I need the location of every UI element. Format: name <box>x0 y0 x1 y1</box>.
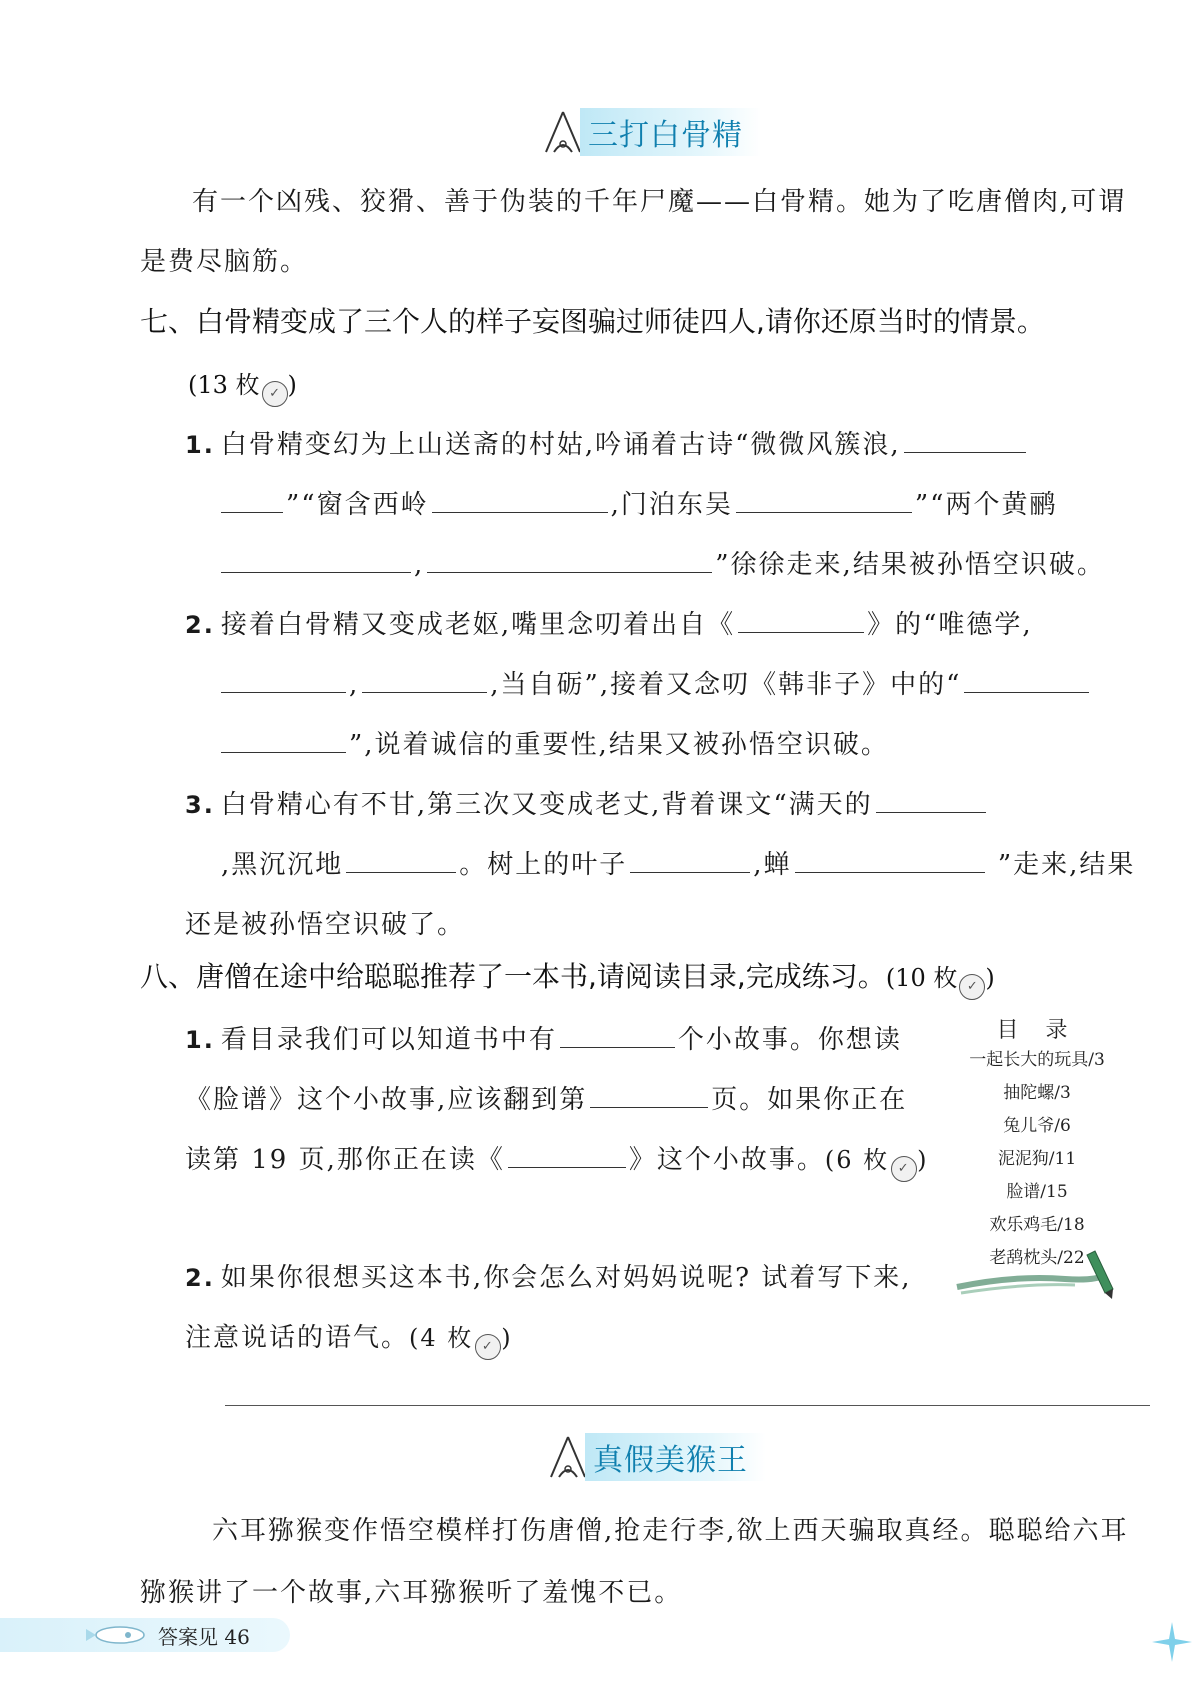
intro-paragraph: 六耳猕猴变作悟空模样打伤唐僧,抢走行李,欲上西天骗取真经。聪聪给六耳猕猴讲了一个故事,六耳猕猴听了羞愧不已。 <box>140 1516 1129 1608</box>
intro-paragraph: 有一个凶残、狡猾、善于伪装的千年尸魔——白骨精。她为了吃唐僧肉,可谓是费尽脑筋。 <box>140 187 1127 277</box>
answer-blank[interactable] <box>346 842 456 873</box>
answer-blank[interactable] <box>590 1077 708 1108</box>
answer-blank[interactable] <box>432 482 608 513</box>
pencil-brush-icon <box>955 1245 1125 1305</box>
question-number: 1. <box>185 1026 215 1054</box>
question-8-1 <box>185 1010 930 1190</box>
score-text: (4 枚 <box>409 1324 474 1352</box>
question-text: ,门泊东吴 <box>610 490 733 520</box>
score-text: (10 枚 <box>885 964 958 992</box>
question-7-heading <box>140 298 1160 346</box>
question-text: 》的“唯德学, <box>867 610 1033 640</box>
question-7-3 <box>185 775 1145 955</box>
question-text: , <box>414 550 425 580</box>
question-text: ”“两个黄鹂 <box>914 490 1058 520</box>
section-title-text: 真假美猴王 <box>585 1433 766 1481</box>
question-text: 白骨精变幻为上山送斋的村姑,吟诵着古诗“微微风簇浪, <box>220 430 901 460</box>
score-text: ) <box>917 1146 929 1174</box>
question-text: 》这个小故事。 <box>628 1145 825 1175</box>
answer-blank[interactable] <box>876 782 986 813</box>
rocket-icon <box>84 1622 148 1648</box>
section-divider <box>225 1405 1150 1406</box>
score-text: (6 枚 <box>824 1146 890 1174</box>
question-8-text: 八、唐僧在途中给聪聪推荐了一本书,请阅读目录,完成练习。 <box>140 960 886 993</box>
question-text: 个小故事。你想读《脸谱》这个小故事,应该翻到第 <box>185 1025 902 1115</box>
question-7-score <box>188 360 1200 409</box>
question-text: ,蝉 <box>753 850 792 880</box>
section-title-zhenjia <box>545 1433 766 1481</box>
toc-item: 欢乐鸡毛/18 <box>989 1215 1085 1235</box>
question-text: ”,说着诚信的重要性,结果又被孙悟空识破。 <box>349 730 889 760</box>
question-text: 。树上的叶子 <box>459 850 628 880</box>
answer-blank[interactable] <box>904 422 1026 453</box>
toc-title: 目 录 <box>996 1018 1078 1043</box>
question-7-2 <box>185 595 1145 775</box>
answer-blank[interactable] <box>221 482 283 513</box>
question-8-2 <box>185 1248 930 1368</box>
score-text: ) <box>287 371 297 399</box>
thumb-coin-icon: ✓ <box>475 1334 501 1360</box>
question-text: 如果你很想买这本书,你会怎么对妈妈说呢? 试着写下来,注意说话的语气。 <box>185 1263 912 1353</box>
answer-blank[interactable] <box>427 542 712 573</box>
answer-blank[interactable] <box>630 842 750 873</box>
answer-blank[interactable] <box>560 1017 675 1048</box>
toc-item: 脸谱/15 <box>1006 1182 1068 1202</box>
answer-blank[interactable] <box>221 542 411 573</box>
score-text: ) <box>985 964 995 992</box>
question-number: 3. <box>185 791 215 819</box>
toc-item: 老鸹枕头/22 <box>989 1248 1085 1268</box>
answer-blank[interactable] <box>964 662 1089 693</box>
question-text: 接着白骨精又变成老妪,嘴里念叨着出自《 <box>220 610 736 640</box>
question-text: ,黑沉沉地 <box>221 850 344 880</box>
toc-item: 一起长大的玩具/3 <box>969 1050 1105 1070</box>
toc-item: 抽陀螺/3 <box>1003 1083 1071 1103</box>
question-text: ,当自砺”,接着又念叨《韩非子》中的“ <box>490 670 962 700</box>
thumb-coin-icon: ✓ <box>891 1156 917 1182</box>
question-text: ”“窗含西岭 <box>286 490 429 520</box>
answer-reference: 答案见 46 <box>158 1625 250 1649</box>
answer-blank[interactable] <box>221 722 346 753</box>
toc-item: 兔儿爷/6 <box>1003 1116 1071 1136</box>
question-text: 看目录我们可以知道书中有 <box>220 1025 557 1055</box>
toc-item: 泥泥狗/11 <box>997 1149 1077 1169</box>
question-text: , <box>349 670 360 700</box>
answer-blank[interactable] <box>738 602 864 633</box>
answer-blank[interactable] <box>362 662 487 693</box>
thumb-coin-icon: ✓ <box>959 974 985 1000</box>
question-text: 页。如果你正在读第 19 页,那你正在读《 <box>185 1085 908 1175</box>
score-text: ) <box>501 1324 513 1352</box>
answer-blank[interactable] <box>221 662 346 693</box>
score-text: (13 枚 <box>188 371 260 399</box>
section-title-sanda <box>540 108 761 156</box>
sparkle-icon <box>1152 1622 1192 1662</box>
question-number: 1. <box>185 431 215 459</box>
answer-blank[interactable] <box>736 482 912 513</box>
section-title-text: 三打白骨精 <box>580 108 761 156</box>
answer-blank[interactable] <box>508 1137 626 1168</box>
question-8-heading <box>140 953 1160 1002</box>
question-number: 2. <box>185 611 215 639</box>
question-7-text: 七、白骨精变成了三个人的样子妄图骗过师徒四人,请你还原当时的情景。 <box>140 305 1045 338</box>
question-7-1 <box>185 415 1145 595</box>
thumb-coin-icon: ✓ <box>262 381 288 407</box>
question-text: ”徐徐走来,结果被孙悟空识破。 <box>715 550 1105 580</box>
question-text: ”走来,结果还是被孙悟空识破了。 <box>185 850 1136 940</box>
answer-blank[interactable] <box>795 842 985 873</box>
question-text: 白骨精心有不甘,第三次又变成老丈,背着课文“满天的 <box>220 790 873 820</box>
question-number: 2. <box>185 1264 215 1292</box>
